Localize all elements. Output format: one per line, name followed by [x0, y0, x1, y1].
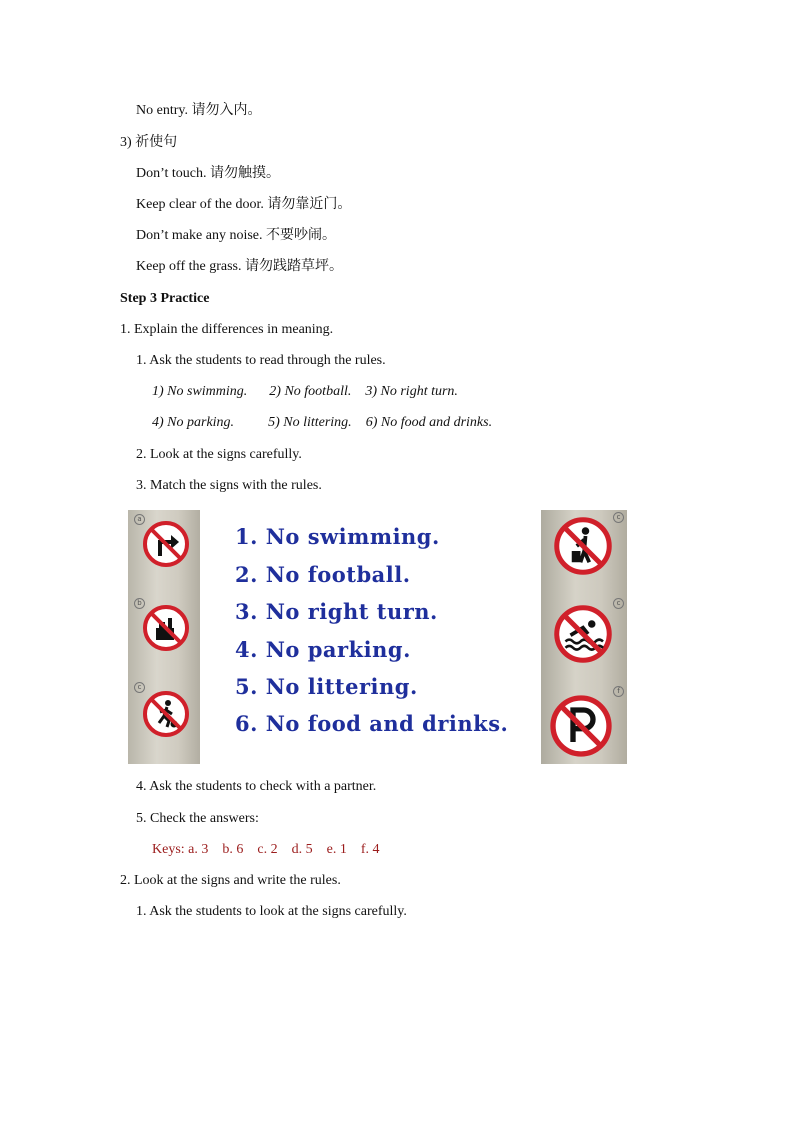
no-parking-icon: [549, 694, 613, 758]
sign-tag: f: [613, 686, 624, 697]
rule-label: 4. No parking.: [235, 637, 411, 662]
task-item: 1. Explain the differences in meaning.: [120, 322, 334, 337]
rule-item: 5) No littering.: [268, 415, 352, 430]
imperative-line: Keep off the grass. 请勿践踏草坪。: [136, 259, 343, 274]
task-subitem: 5. Check the answers:: [136, 811, 259, 826]
rule-item: 6) No food and drinks.: [365, 415, 493, 430]
rule-item: 2) No football.: [269, 384, 352, 399]
sign-tag: c: [613, 598, 624, 609]
answer-key: Keys: a. 3: [152, 842, 209, 857]
rule-label: 3. No right turn.: [235, 599, 438, 624]
no-football-icon: [142, 690, 190, 738]
rules-row: [152, 414, 492, 432]
task-subitem: 2. Look at the signs carefully.: [136, 447, 302, 462]
task-item: 2. Look at the signs and write the rules.: [120, 873, 341, 888]
task-subitem: 1. Ask the students to read through the rules.: [136, 353, 386, 368]
left-sign-strip: [128, 510, 200, 764]
answer-keys: [152, 841, 380, 859]
sign-tag: c: [613, 512, 624, 523]
no-entry-line: No entry. 请勿入内。: [136, 103, 262, 118]
no-littering-icon: [553, 516, 613, 576]
answer-key: d. 5: [291, 842, 313, 857]
rule-label: 6. No food and drinks.: [235, 711, 509, 736]
sign-tag: b: [134, 598, 145, 609]
rule-item: 4) No parking.: [152, 415, 235, 430]
rule-label: 1. No swimming.: [235, 524, 440, 549]
task-subitem: 4. Ask the students to check with a partner.: [136, 779, 377, 794]
rule-item: 3) No right turn.: [365, 384, 458, 399]
right-sign-strip: [541, 510, 627, 764]
imperative-line: Keep clear of the door. 请勿靠近门。: [136, 197, 352, 212]
rules-row: [152, 383, 458, 401]
task-subitem: 3. Match the signs with the rules.: [136, 478, 322, 493]
answer-key: c. 2: [257, 842, 278, 857]
no-swimming-icon: [553, 604, 613, 664]
imperative-line: Don’t touch. 请勿触摸。: [136, 166, 281, 181]
answer-key: f. 4: [360, 842, 380, 857]
no-right-turn-icon: [142, 520, 190, 568]
step-title: Step 3 Practice: [120, 291, 210, 306]
sign-tag: c: [134, 682, 145, 693]
rule-label: 5. No littering.: [235, 674, 418, 699]
imperative-line: Don’t make any noise. 不要吵闹。: [136, 228, 336, 243]
no-food-and-drinks-icon: [142, 604, 190, 652]
rule-item: 1) No swimming.: [152, 384, 248, 399]
answer-key: b. 6: [222, 842, 244, 857]
imperative-heading: 3) 祈使句: [120, 135, 178, 150]
sign-tag: a: [134, 514, 145, 525]
rule-label: 2. No football.: [235, 562, 411, 587]
task-subitem: 1. Ask the students to look at the signs carefully.: [136, 904, 407, 919]
answer-key: e. 1: [326, 842, 347, 857]
